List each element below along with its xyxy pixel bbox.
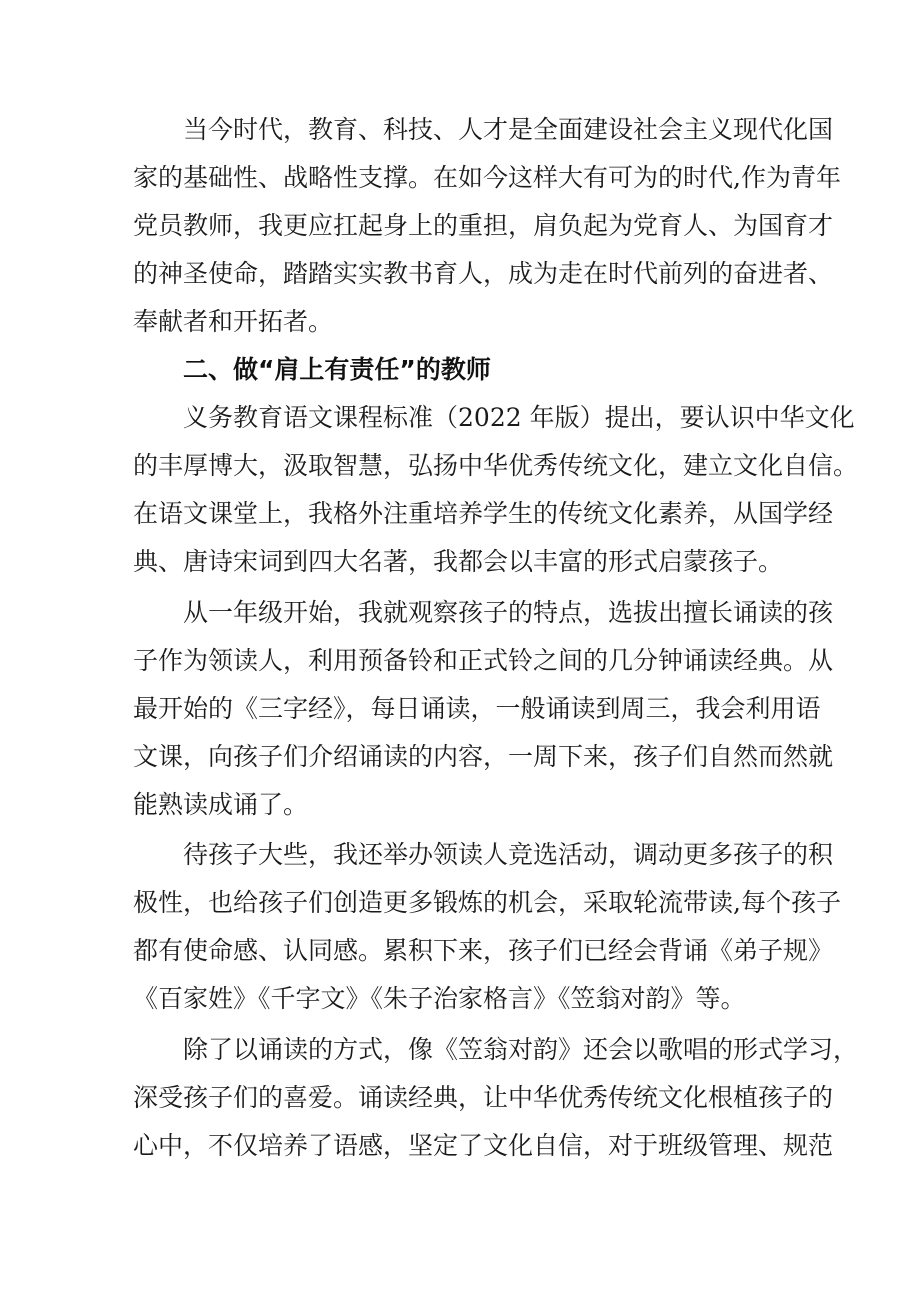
paragraph-line: 在语文课堂上，我格外注重培养学生的传统文化素养，从国学经 <box>133 499 834 528</box>
paragraph-line: 心中，不仅培养了语感，坚定了文化自信，对于班级管理、规范 <box>133 1131 834 1160</box>
paragraph-line: 文课，向孩子们介绍诵读的内容，一周下来，孩子们自然而然就 <box>133 742 834 771</box>
paragraph-line: 当今时代，教育、科技、人才是全面建设社会主义现代化国 <box>183 115 834 144</box>
paragraph-line: 除了以诵读的方式，像《笠翁对韵》还会以歌唱的形式学习， <box>183 1035 859 1064</box>
paragraph-line: 子作为领读人，利用预备铃和正式铃之间的几分钟诵读经典。从 <box>133 646 834 675</box>
paragraph-line: 家的基础性、战略性支撑。在如今这样大有可为的时代,作为青年 <box>133 163 841 192</box>
paragraph-line: 都有使命感、认同感。累积下来，孩子们已经会背诵《弟子规》 <box>133 936 834 965</box>
paragraph-line: 从一年级开始，我就观察孩子的特点，选拔出擅长诵读的孩 <box>183 598 834 627</box>
section-heading: 二、做“肩上有责任”的教师 <box>183 355 491 384</box>
paragraph-line: 《百家姓》《千字文》《朱子治家格言》《笠翁对韵》等。 <box>133 984 746 1013</box>
paragraph-line: 极性，也给孩子们创造更多锻炼的机会，采取轮流带读,每个孩子 <box>133 888 841 917</box>
paragraph-line: 典、唐诗宋词到四大名著，我都会以丰富的形式启蒙孩子。 <box>133 547 784 576</box>
paragraph-line: 的神圣使命，踏踏实实教书育人，成为走在时代前列的奋进者、 <box>133 259 834 288</box>
paragraph-line: 义务教育语文课程标准（2022 年版）提出，要认识中华文化 <box>183 403 855 432</box>
paragraph-line: 待孩子大些，我还举办领读人竞选活动，调动更多孩子的积 <box>183 840 834 869</box>
paragraph-line: 党员教师，我更应扛起身上的重担，肩负起为党育人、为国育才 <box>133 211 834 240</box>
paragraph-line: 的丰厚博大，汲取智慧，弘扬中华优秀传统文化，建立文化自信。 <box>133 451 859 480</box>
paragraph-line: 奉献者和开拓者。 <box>133 307 334 336</box>
paragraph-line: 深受孩子们的喜爱。诵读经典，让中华优秀传统文化根植孩子的 <box>133 1083 834 1112</box>
paragraph-line: 最开始的《三字经》，每日诵读，一般诵读到周三，我会利用语 <box>133 694 821 723</box>
paragraph-line: 能熟读成诵了。 <box>133 790 309 819</box>
